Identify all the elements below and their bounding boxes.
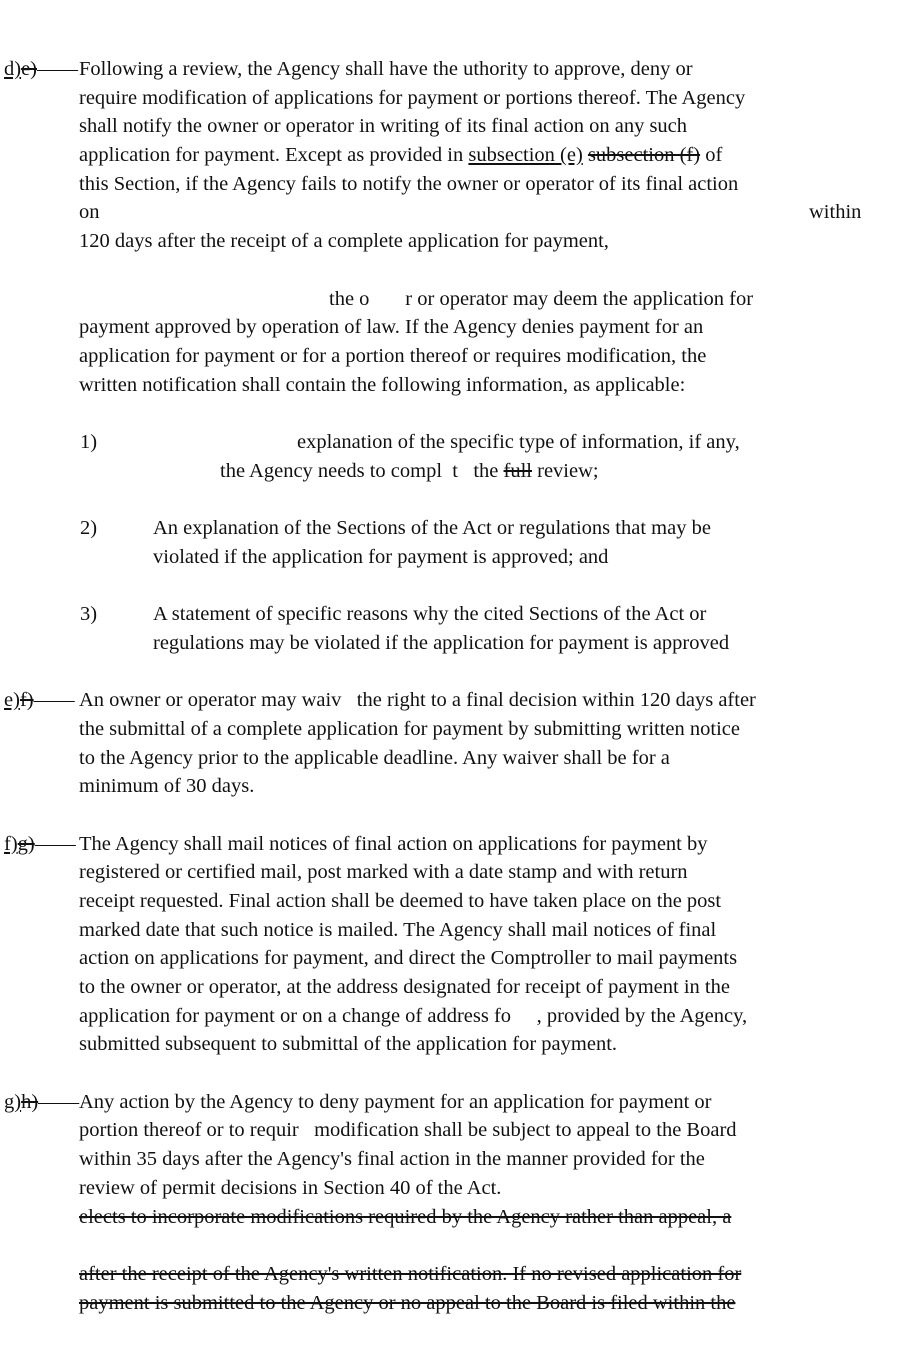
text-line bbox=[153, 457, 904, 486]
label-deleted: e) bbox=[21, 58, 38, 80]
paragraph-g bbox=[0, 1088, 904, 1318]
text-line: violated if the application for payment is approved; and bbox=[153, 545, 609, 568]
deleted-text: subsection (f) bbox=[587, 144, 701, 167]
label-dash: —— bbox=[33, 689, 75, 712]
text-line: Any action by the Agency to deny payment for an application for payment or bbox=[79, 1090, 712, 1113]
text-span: application for payment. Except as provided in bbox=[79, 144, 469, 167]
paragraph-body bbox=[79, 1088, 900, 1318]
text-line: An explanation of the Sections of the Act or regulations that may be bbox=[153, 517, 711, 539]
subparagraph-2 bbox=[0, 514, 904, 571]
subparagraph-1 bbox=[0, 428, 904, 485]
text-line: require modification of applications for payment or portions thereof. The Agency bbox=[79, 86, 746, 109]
text-line: portion thereof or to requir modification shall be subject to appeal to the Board bbox=[79, 1119, 737, 1142]
deleted-text: full bbox=[503, 459, 532, 482]
text-span: the Agency needs to compl t the bbox=[220, 459, 504, 482]
subparagraph-body bbox=[153, 600, 904, 657]
text-line: to the owner or operator, at the address designated for receipt of payment in the bbox=[79, 976, 730, 998]
text-line: review of permit decisions in Section 40 of the Act. bbox=[79, 1176, 502, 1199]
text-line: marked date that such notice is mailed. The Agency shall mail notices of final bbox=[79, 918, 717, 941]
subparagraph-3 bbox=[0, 600, 904, 657]
label-deleted: h) bbox=[21, 1090, 39, 1113]
subparagraph-number: 1) bbox=[80, 430, 98, 453]
paragraph-label bbox=[4, 55, 78, 84]
text-line: this Section, if the Agency fails to notify the owner or operator of its final action bbox=[79, 172, 739, 195]
text-line: regulations may be violated if the application for payment is approved bbox=[153, 631, 730, 654]
text-line: Following a review, the Agency shall have the uthority to approve, deny or bbox=[79, 58, 693, 80]
paragraph-body bbox=[79, 55, 900, 399]
subparagraph-number: 3) bbox=[80, 603, 98, 626]
label-inserted: g) bbox=[4, 1090, 22, 1113]
text-line bbox=[79, 198, 900, 227]
blank-line bbox=[79, 256, 900, 285]
label-inserted: f) bbox=[4, 832, 18, 855]
label-deleted: g) bbox=[17, 832, 35, 855]
text-line: A statement of specific reasons why the cited Sections of the Act or bbox=[153, 603, 707, 626]
label-inserted: d) bbox=[4, 58, 22, 80]
inserted-text: subsection (e) bbox=[468, 144, 583, 167]
subparagraph-number: 2) bbox=[80, 517, 98, 539]
label-dash: —— bbox=[37, 58, 79, 80]
text-line bbox=[79, 141, 900, 170]
text-span: review; bbox=[532, 459, 599, 482]
paragraph-f bbox=[0, 830, 904, 1060]
text-line: registered or certified mail, post marked with a date stamp and with return bbox=[79, 861, 688, 884]
text-line: payment approved by operation of law. If the Agency denies payment for an bbox=[79, 316, 704, 339]
text-line: 120 days after the receipt of a complete application for payment, bbox=[79, 230, 609, 253]
subparagraph-body bbox=[153, 428, 904, 485]
blank-line bbox=[79, 1231, 900, 1260]
subparagraph-body bbox=[153, 514, 904, 571]
paragraph-body bbox=[79, 830, 900, 1060]
label-deleted: f) bbox=[19, 689, 34, 712]
paragraph-body bbox=[79, 686, 900, 801]
document-page bbox=[0, 55, 904, 1346]
text-line: to the Agency prior to the applicable deadline. Any waiver shall be for a bbox=[79, 746, 670, 769]
text-line: The Agency shall mail notices of final action on applications for payment by bbox=[79, 832, 708, 855]
paragraph-e bbox=[0, 686, 904, 801]
label-inserted: e) bbox=[4, 689, 20, 712]
text-line: minimum of 30 days. bbox=[79, 775, 255, 798]
deleted-text-line: payment is submitted to the Agency or no appeal to the Board is filed within the bbox=[79, 1291, 736, 1314]
text-line: receipt requested. Final action shall be deemed to have taken place on the post bbox=[79, 889, 722, 912]
label-dash: —— bbox=[34, 832, 76, 855]
deleted-text-line: elects to incorporate modifications required by the Agency rather than appeal, a bbox=[79, 1205, 732, 1228]
paragraph-label bbox=[4, 1088, 79, 1117]
text-line: written notification shall contain the following information, as applicable: bbox=[79, 373, 686, 396]
text-line: An owner or operator may waiv the right to a final decision within 120 days after bbox=[79, 689, 756, 712]
text-line: application for payment or on a change of address fo , provided by the Agency, bbox=[79, 1004, 748, 1027]
text-line: explanation of the specific type of information, if any, bbox=[297, 430, 740, 453]
text-line: within 35 days after the Agency's final action in the manner provided for the bbox=[79, 1148, 705, 1171]
paragraph-label bbox=[4, 830, 76, 859]
text-span: of bbox=[700, 144, 723, 167]
text-span: on bbox=[79, 201, 100, 224]
text-line: the submittal of a complete application for payment by submitting written notice bbox=[79, 717, 740, 740]
paragraph-d bbox=[0, 55, 904, 399]
text-line: the o r or operator may deem the application for bbox=[329, 287, 754, 310]
text-line: submitted subsequent to submittal of the application for payment. bbox=[79, 1033, 618, 1056]
text-line: shall notify the owner or operator in writing of its final action on any such bbox=[79, 115, 688, 138]
text-line: action on applications for payment, and direct the Comptroller to mail payments bbox=[79, 947, 738, 970]
deleted-text-line: after the receipt of the Agency's written notification. If no revised application for bbox=[79, 1262, 742, 1285]
paragraph-label bbox=[4, 686, 75, 715]
text-line: application for payment or for a portion thereof or requires modification, the bbox=[79, 344, 707, 367]
label-dash: —— bbox=[38, 1090, 80, 1113]
text-span: within bbox=[809, 201, 862, 224]
